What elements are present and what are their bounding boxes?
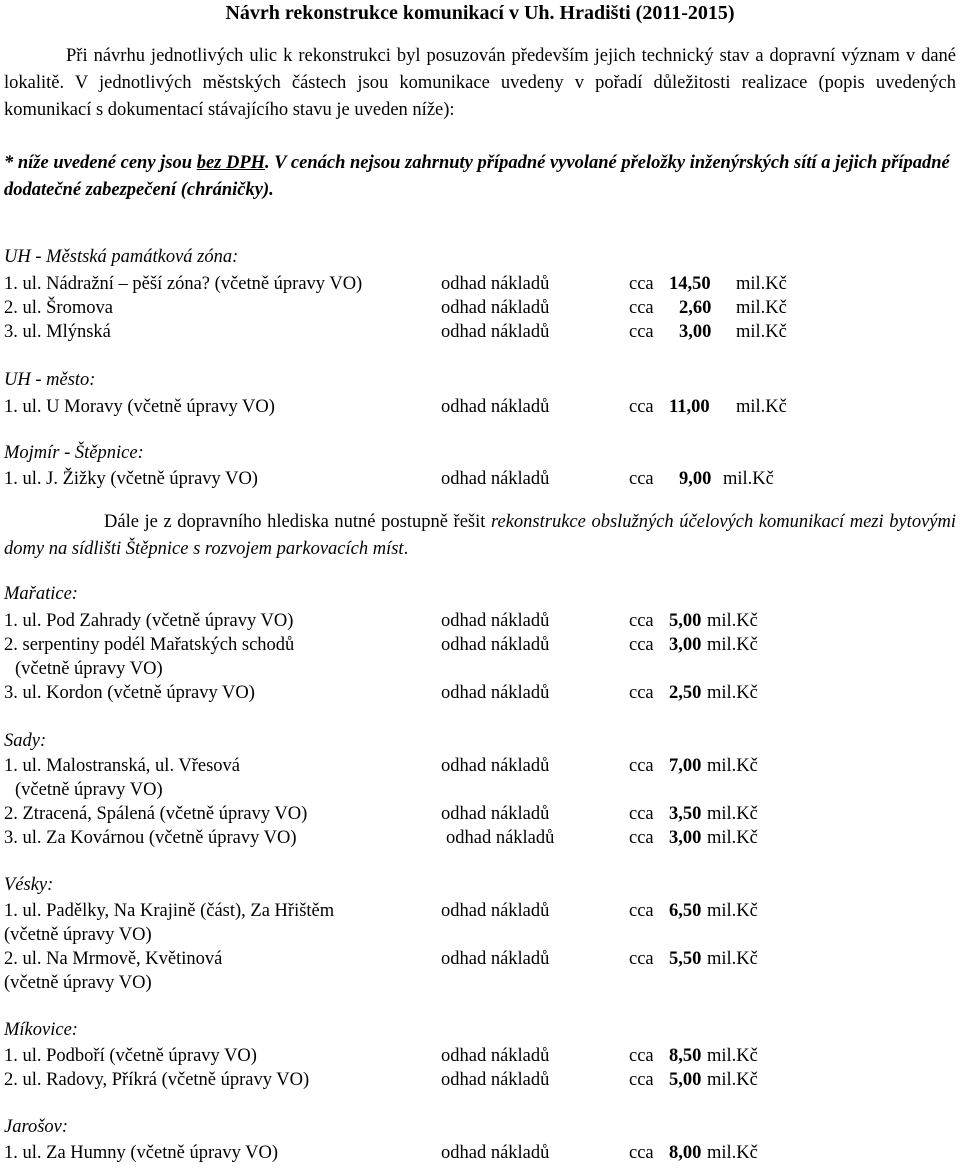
item-name: 1. ul. Nádražní – pěší zóna? (včetně úpravy VO)	[4, 274, 363, 294]
item-amount: 3,00	[679, 322, 712, 342]
item-unit: mil.Kč	[707, 756, 758, 776]
item-name: 1. ul. Padělky, Na Krajině (část), Za Hřištěm	[4, 901, 335, 921]
section-heading-maratice: Mařatice:	[4, 584, 78, 604]
estimate-label: odhad nákladů	[441, 1046, 550, 1066]
estimate-label: odhad nákladů	[441, 756, 550, 776]
estimate-label: odhad nákladů	[441, 322, 550, 342]
para2-end: .	[403, 539, 409, 559]
list-item	[0, 296, 960, 320]
estimate-label: odhad nákladů	[441, 635, 550, 655]
section-heading-uh-mpz: UH - Městská památková zóna:	[4, 247, 239, 267]
list-item	[0, 681, 960, 705]
item-continuation: (včetně úpravy VO)	[4, 925, 152, 945]
estimate-label: odhad nákladů	[441, 469, 550, 489]
item-amount: 5,00	[669, 1070, 702, 1090]
cca-label: cca	[629, 1143, 654, 1163]
list-item	[0, 826, 960, 850]
estimate-label: odhad nákladů	[441, 611, 550, 631]
section-heading-vesky: Vésky:	[4, 875, 54, 895]
item-amount: 7,00	[669, 756, 702, 776]
cca-label: cca	[629, 322, 654, 342]
estimate-label: odhad nákladů	[441, 804, 550, 824]
list-item	[0, 467, 960, 491]
estimate-label: odhad nákladů	[441, 949, 550, 969]
parking-paragraph	[4, 509, 956, 563]
list-item	[0, 395, 960, 419]
item-amount: 3,00	[669, 635, 702, 655]
item-unit: mil.Kč	[707, 683, 758, 703]
section-heading-mojmir: Mojmír - Štěpnice:	[4, 443, 144, 463]
item-amount: 3,50	[669, 804, 702, 824]
cca-label: cca	[629, 949, 654, 969]
price-note	[4, 150, 956, 204]
item-unit: mil.Kč	[707, 901, 758, 921]
para2-plain: Dále je z dopravního hlediska nutné postupně řešit	[104, 512, 491, 532]
item-unit: mil.Kč	[736, 397, 787, 417]
section-heading-sady: Sady:	[4, 731, 47, 751]
item-name: 2. serpentiny podél Mařatských schodů	[4, 635, 295, 655]
cca-label: cca	[629, 901, 654, 921]
item-unit: mil.Kč	[707, 949, 758, 969]
item-amount: 2,60	[679, 298, 712, 318]
cca-label: cca	[629, 828, 654, 848]
item-amount: 5,50	[669, 949, 702, 969]
estimate-label: odhad nákladů	[441, 298, 550, 318]
item-continuation: (včetně úpravy VO)	[15, 659, 163, 679]
list-item	[0, 320, 960, 344]
item-unit: mil.Kč	[707, 1070, 758, 1090]
list-item	[0, 272, 960, 296]
item-name: 3. ul. Za Kovárnou (včetně úpravy VO)	[4, 828, 297, 848]
item-unit: mil.Kč	[736, 298, 787, 318]
estimate-label: odhad nákladů	[441, 683, 550, 703]
cca-label: cca	[629, 469, 654, 489]
note-underlined: bez DPH	[196, 153, 266, 173]
cca-label: cca	[629, 274, 654, 294]
item-amount: 8,00	[669, 1143, 702, 1163]
estimate-label: odhad nákladů	[446, 828, 555, 848]
list-item	[0, 633, 960, 657]
document-title: Návrh rekonstrukce komunikací v Uh. Hradišti (2011-2015)	[225, 2, 735, 24]
intro-paragraph: Při návrhu jednotlivých ulic k rekonstrukci byl posuzován především jejich technický stav a dopravní význam v dané lokalitě. V jednotlivých městských částech jsou komunikace uvedeny v pořadí důležitosti realizace (popis uvedených komunikací s dokumentací stávajícího stavu je uveden níže):	[4, 46, 956, 120]
section-heading-uh-mesto: UH - město:	[4, 370, 96, 390]
item-unit: mil.Kč	[736, 274, 787, 294]
item-amount: 8,50	[669, 1046, 702, 1066]
item-amount: 6,50	[669, 901, 702, 921]
cca-label: cca	[629, 1070, 654, 1090]
item-unit: mil.Kč	[723, 469, 774, 489]
item-unit: mil.Kč	[736, 322, 787, 342]
note-suffix: . V cenách nejsou zahrnuty případné vyvolané přeložky inženýrských sítí a jejich případné dodatečné zabezpečení (chráničky).	[4, 153, 950, 200]
item-amount: 3,00	[669, 828, 702, 848]
item-unit: mil.Kč	[707, 1046, 758, 1066]
section-heading-jarosov: Jarošov:	[4, 1117, 69, 1137]
cca-label: cca	[629, 1046, 654, 1066]
list-item	[0, 947, 960, 971]
cca-label: cca	[629, 298, 654, 318]
cca-label: cca	[629, 756, 654, 776]
cca-label: cca	[629, 804, 654, 824]
item-continuation: (včetně úpravy VO)	[15, 780, 163, 800]
item-amount: 5,00	[669, 611, 702, 631]
list-item	[0, 1068, 960, 1092]
item-amount: 14,50	[669, 274, 711, 294]
cca-label: cca	[629, 683, 654, 703]
estimate-label: odhad nákladů	[441, 1143, 550, 1163]
item-name: 3. ul. Mlýnská	[4, 322, 111, 342]
cca-label: cca	[629, 635, 654, 655]
item-name: 2. ul. Radovy, Příkrá (včetně úpravy VO)	[4, 1070, 310, 1090]
section-heading-mikovice: Míkovice:	[4, 1020, 78, 1040]
item-unit: mil.Kč	[707, 1143, 758, 1163]
cca-label: cca	[629, 397, 654, 417]
item-name: 2. ul. Šromova	[4, 298, 113, 318]
item-name: 1. ul. Malostranská, ul. Vřesová	[4, 756, 241, 776]
list-item	[0, 609, 960, 633]
item-unit: mil.Kč	[707, 635, 758, 655]
list-item	[0, 1141, 960, 1165]
estimate-label: odhad nákladů	[441, 1070, 550, 1090]
estimate-label: odhad nákladů	[441, 901, 550, 921]
list-item	[0, 802, 960, 826]
item-name: 1. ul. Pod Zahrady (včetně úpravy VO)	[4, 611, 294, 631]
item-continuation: (včetně úpravy VO)	[4, 973, 152, 993]
list-item	[0, 1044, 960, 1068]
estimate-label: odhad nákladů	[441, 274, 550, 294]
item-name: 2. Ztracená, Spálená (včetně úpravy VO)	[4, 804, 308, 824]
cca-label: cca	[629, 611, 654, 631]
list-item	[0, 754, 960, 778]
item-unit: mil.Kč	[707, 828, 758, 848]
item-name: 1. ul. J. Žižky (včetně úpravy VO)	[4, 469, 258, 489]
note-prefix: * níže uvedené ceny jsou	[4, 153, 197, 173]
item-name: 3. ul. Kordon (včetně úpravy VO)	[4, 683, 255, 703]
item-name: 1. ul. Podboří (včetně úpravy VO)	[4, 1046, 257, 1066]
item-name: 1. ul. U Moravy (včetně úpravy VO)	[4, 397, 275, 417]
item-name: 1. ul. Za Humny (včetně úpravy VO)	[4, 1143, 279, 1163]
estimate-label: odhad nákladů	[441, 397, 550, 417]
item-amount: 9,00	[679, 469, 712, 489]
item-unit: mil.Kč	[707, 804, 758, 824]
para2-italic: rekonstrukce obslužných účelových komunikací mezi bytovými domy na sídlišti Štěpnice s rozvojem parkovacích míst	[4, 512, 956, 559]
list-item	[0, 899, 960, 923]
item-name: 2. ul. Na Mrmově, Květinová	[4, 949, 223, 969]
item-amount: 11,00	[669, 397, 710, 417]
item-amount: 2,50	[669, 683, 702, 703]
item-unit: mil.Kč	[707, 611, 758, 631]
